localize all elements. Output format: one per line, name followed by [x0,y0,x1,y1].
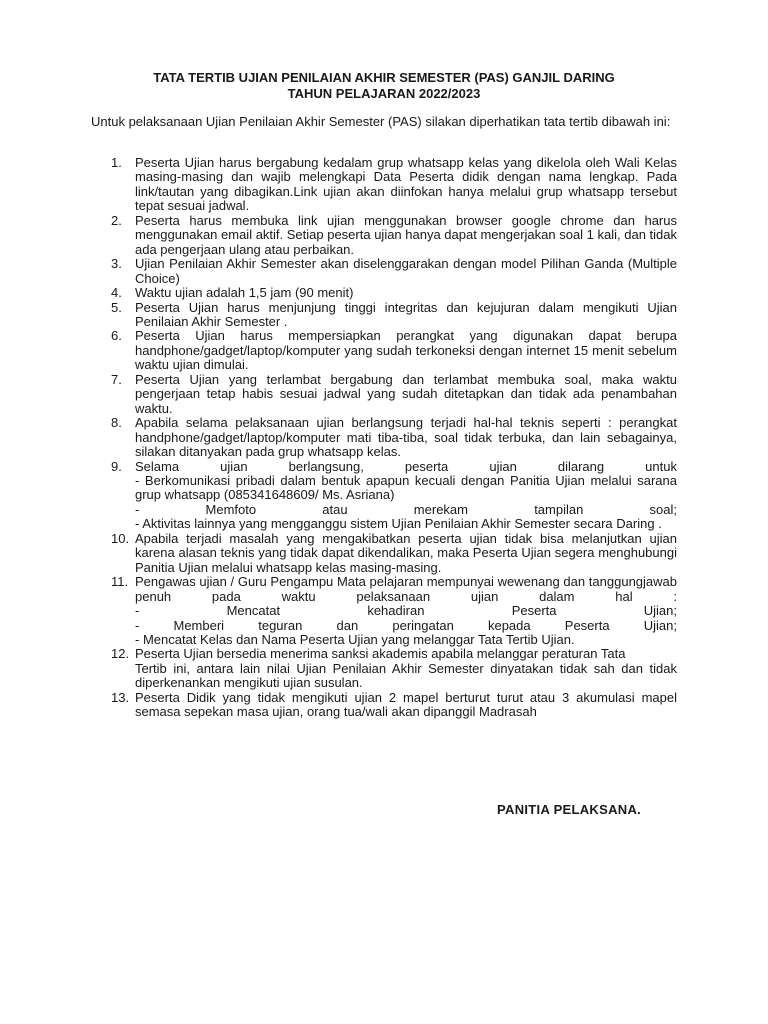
rule-item [91,301,677,330]
rule-text: Selama ujian berlangsung, peserta ujian dilarang untuk [135,458,677,474]
rule-number: 4. [111,285,122,301]
rule-subitem: - Mencatat kehadiran Peserta Ujian; [135,603,677,619]
rule-item [91,214,677,257]
title-line-1: TATA TERTIB UJIAN PENILAIAN AKHIR SEMESTER (PAS) GANJIL DARING [153,70,615,85]
rule-text: Peserta Ujian harus mempersiapkan perangkat yang digunakan dapat berupa handphone/gadget/laptop/komputer yang sudah terkoneksi dengan internet 15 menit sebelum waktu ujian dimulai. [135,328,677,373]
rule-number: 1. [111,155,122,170]
rule-text: Apabila terjadi masalah yang mengakibatkan peserta ujian tidak bisa melanjutkan ujian [135,530,677,546]
rules-list [91,156,677,720]
title-line-2: TAHUN PELAJARAN 2022/2023 [287,86,481,101]
rule-text-continued: Tertib ini, antara lain nilai Ujian Penilaian Akhir Semester dinyatakan tidak sah dan tidak diperkenankan mengikuti ujian susulan. [135,660,677,691]
rule-text-continued: karena alasan teknis yang tidak dapat dikendalikan, maka Peserta Ujian segera menghubungi Panitia Ujian melalui whatsapp kelas masing-masing. [135,545,677,575]
rule-item [91,647,677,690]
document-title [90,70,678,102]
signature: PANITIA PELAKSANA. [497,802,642,817]
rule-text: Peserta Ujian harus bergabung kedalam grup whatsapp kelas yang dikelola oleh Wali Kelas masing-masing dan wajib melengkapi Data Peserta didik dengan nama lengkap. Pada link/tautan yang dibagikan.Link ujian akan diinfokan hanya melalui grup whatsapp tersebut tepat sesuai jadwal. [135,155,677,214]
rule-number: 3. [111,256,122,272]
rule-text: Waktu ujian adalah 1,5 jam (90 menit) [135,285,354,301]
rule-text: Ujian Penilaian Akhir Semester akan diselenggarakan dengan model Pilihan Ganda (Multiple Choice) [135,256,677,286]
rule-item [91,156,677,214]
rule-text: Peserta Ujian bersedia menerima sanksi akademis apabila melanggar peraturan Tata [135,646,626,662]
rule-subitem: - Mencatat Kelas dan Nama Peserta Ujian yang melanggar Tata Tertib Ujian. [135,631,575,647]
rule-text: Peserta Ujian yang terlambat bergabung dan terlambat membuka soal, maka waktu pengerjaan tetap habis sesuai jadwal yang sudah ditetapkan dan tidak ada penambahan waktu. [135,371,677,416]
rule-text: Peserta Ujian harus menjunjung tinggi integritas dan kejujuran dalam mengikuti Ujian Penilaian Akhir Semester . [135,299,677,329]
rule-item [91,329,677,372]
rule-item [91,373,677,416]
rule-number: 2. [111,212,122,228]
intro-paragraph: Untuk pelaksanaan Ujian Penilaian Akhir Semester (PAS) silakan diperhatikan tata tertib dibawah ini: [91,114,671,129]
rule-number: 8. [111,415,122,431]
rule-number: 7. [111,371,122,387]
rule-number: 10. [111,530,130,546]
rule-item [91,532,677,575]
rule-text: Pengawas ujian / Guru Pengampu Mata pelajaran mempunyai wewenang dan tanggungjawab penuh pada waktu pelaksanaan ujian dalam hal : [135,574,677,604]
rule-subitem: - Aktivitas lainnya yang mengganggu sistem Ujian Penilaian Akhir Semester secara Daring . [135,516,662,532]
rule-text: Peserta harus membuka link ujian menggunakan browser google chrome dan harus menggunakan email aktif. Setiap peserta ujian hanya dapat mengerjakan soal 1 kali, dan tidak ada pengerjaan ulang atau perbaikan. [135,212,678,257]
rule-item [91,691,677,720]
rule-number: 6. [111,328,122,344]
rule-item [91,460,677,532]
rule-subitem: - Memfoto atau merekam tampilan soal; [135,501,677,517]
rule-number: 13. [111,689,130,705]
rule-subitem: - Berkomunikasi pribadi dalam bentuk apapun kecuali dengan Panitia Ujian melalui sarana grup whatsapp (085341648609/ Ms. Asriana) [135,472,677,503]
rule-item [91,416,677,459]
rule-item [91,575,677,647]
rule-item [91,257,677,286]
rule-number: 11. [111,574,129,590]
rule-subitem: - Memberi teguran dan peringatan kepada Peserta Ujian; [135,617,677,633]
rule-text: Apabila selama pelaksanaan ujian berlangsung terjadi hal-hal teknis seperti : perangkat handphone/gadget/laptop/komputer mati tiba-tiba, soal tidak terbuka, dan lain sebagainya, silakan ditanyakan pada grup whatsapp kelas. [135,415,677,460]
rule-item [91,286,677,300]
rule-number: 9. [111,458,122,474]
rule-number: 5. [111,299,122,315]
rule-number: 12. [111,646,130,662]
rule-text: Peserta Didik yang tidak mengikuti ujian 2 mapel berturut turut atau 3 akumulasi mapel semasa sepekan masa ujian, orang tua/wali akan dipanggil Madrasah [135,689,677,720]
